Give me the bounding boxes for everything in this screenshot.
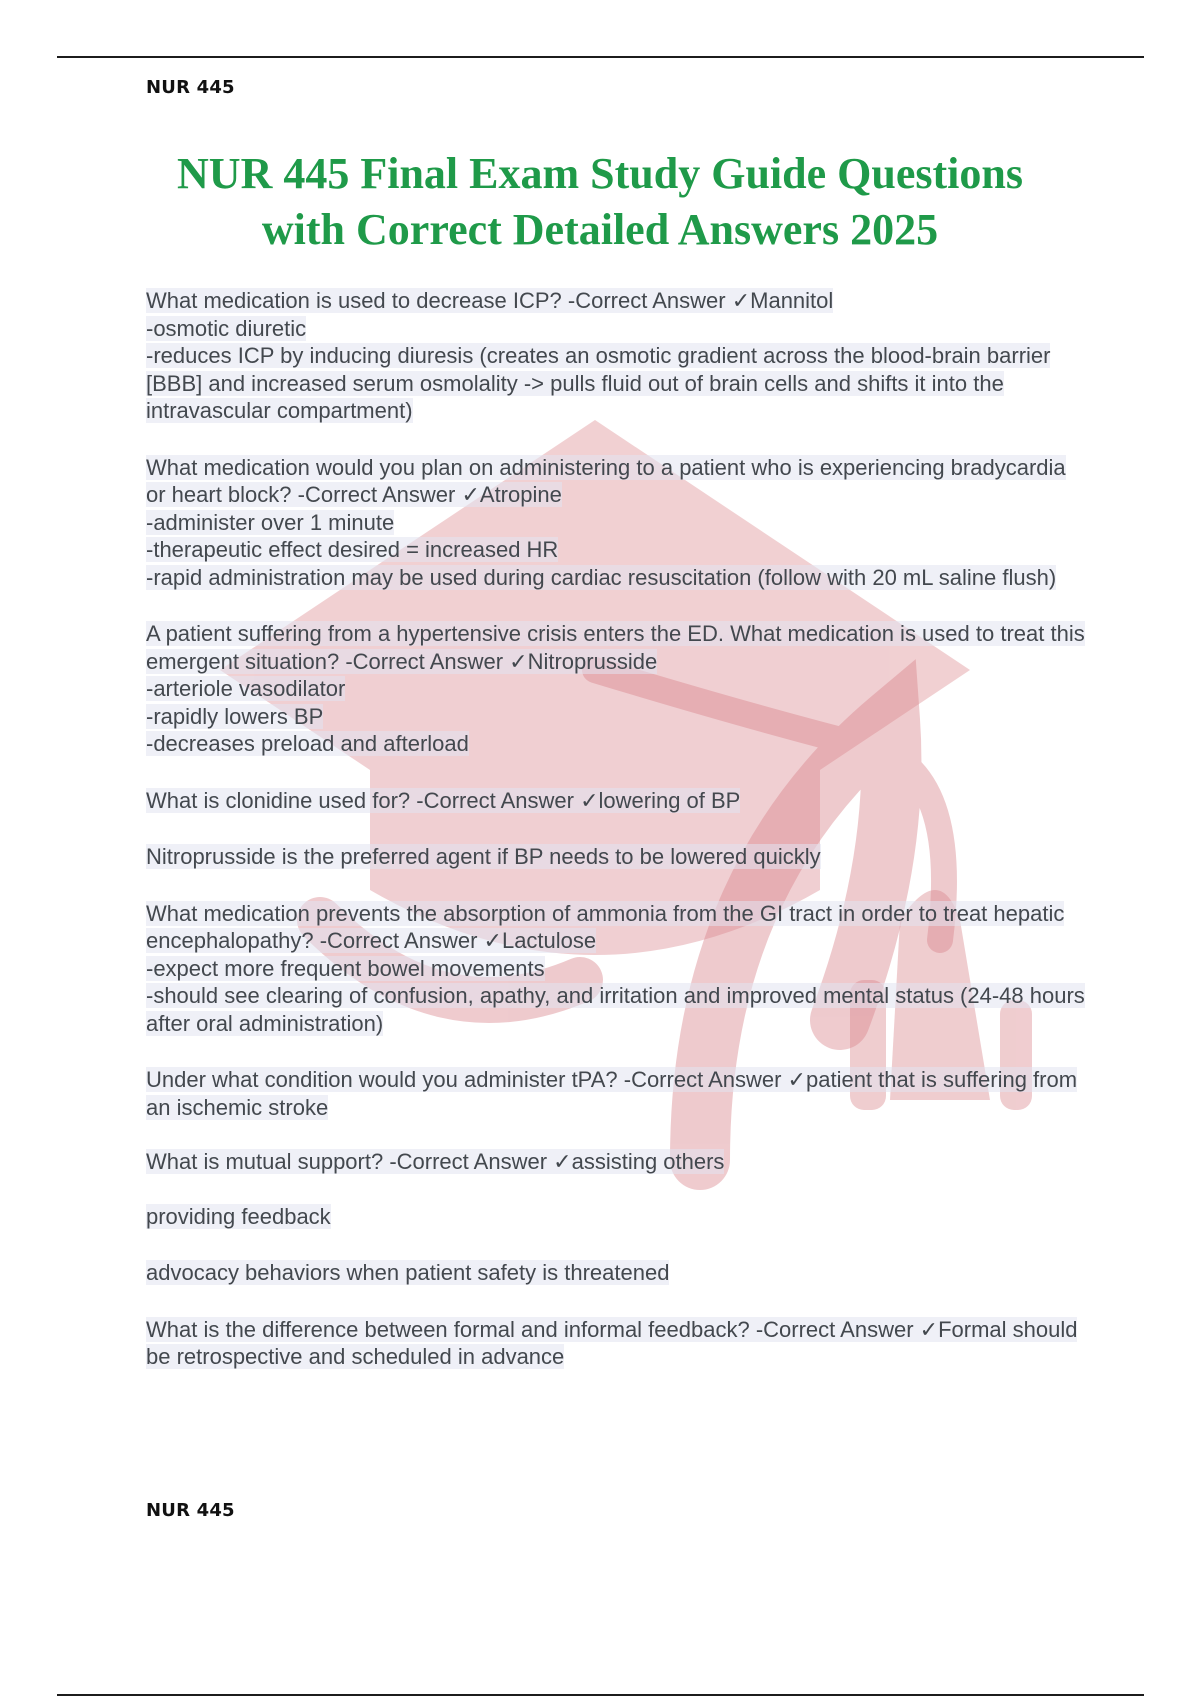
- question-text: [146, 1066, 1086, 1121]
- answer-detail-text: -expect more frequent bowel movements: [146, 955, 545, 981]
- question-text: [146, 1203, 1086, 1231]
- title-line-2: with Correct Detailed Answers 2025: [261, 205, 939, 254]
- answer-detail: [146, 564, 1086, 592]
- question-text-highlight: What is the difference between formal and informal feedback? -Correct Answer ✓Formal should be retrospective and scheduled in advance: [146, 1316, 1078, 1369]
- answer-detail: [146, 730, 1086, 758]
- question-text: [146, 1148, 1086, 1176]
- document-title: [100, 146, 1100, 258]
- answer-detail: [146, 315, 1086, 343]
- top-rule: [57, 56, 1144, 58]
- answer-detail-text: -decreases preload and afterload: [146, 731, 469, 756]
- qa-content: [146, 287, 1086, 1400]
- question-text: [146, 843, 1086, 871]
- answer-detail-text: -should see clearing of confusion, apathy, and irritation and improved mental status (24-48 hours after oral administration): [146, 983, 1085, 1036]
- answer-detail: [146, 703, 1086, 731]
- question-text: [146, 1316, 1086, 1371]
- qa-item-5: [146, 843, 1086, 871]
- question-text-highlight: Nitroprusside is the preferred agent if BP needs to be lowered quickly: [146, 844, 821, 869]
- qa-item-1: [146, 287, 1086, 425]
- question-text-highlight: What medication prevents the absorption of ammonia from the GI tract in order to treat hepatic encephalopathy? -Correct Answer ✓Lactulose: [146, 900, 1065, 953]
- question-text-highlight: advocacy behaviors when patient safety is threatened: [146, 1260, 670, 1285]
- question-text-highlight: Under what condition would you administer tPA? -Correct Answer ✓patient that is suffering from an ischemic stroke: [146, 1067, 1078, 1120]
- question-text-highlight: A patient suffering from a hypertensive crisis enters the ED. What medication is used to treat this emergent situation? -Correct Answer ✓Nitroprusside: [146, 621, 1085, 674]
- qa-item-3: [146, 620, 1086, 758]
- answer-detail-text: -therapeutic effect desired = increased HR: [146, 537, 559, 562]
- answer-detail: [146, 675, 1086, 703]
- answer-detail-text: -reduces ICP by inducing diuresis (creates an osmotic gradient across the blood-brain barrier [BBB] and increased serum osmolality -> pulls fluid out of brain cells and shifts it into the intravascular compartment): [146, 343, 1051, 423]
- question-text: [146, 900, 1086, 955]
- answer-detail-text: -administer over 1 minute: [146, 509, 395, 535]
- answer-detail: [146, 955, 1086, 983]
- header-running-title: NUR 445: [146, 77, 235, 98]
- qa-item-7: [146, 1066, 1086, 1121]
- qa-item-2: [146, 454, 1086, 592]
- bottom-rule: [57, 1694, 1144, 1696]
- question-text-highlight: What medication is used to decrease ICP? -Correct Answer ✓Mannitol: [146, 288, 834, 313]
- answer-detail-text: -osmotic diuretic: [146, 315, 307, 341]
- question-text-highlight: What is clonidine used for? -Correct Answer ✓lowering of BP: [146, 787, 741, 813]
- footer-running-title: NUR 445: [146, 1500, 235, 1521]
- title-line-1: NUR 445 Final Exam Study Guide Questions: [177, 149, 1023, 198]
- answer-detail-text: -rapid administration may be used during cardiac resuscitation (follow with 20 mL saline flush): [146, 564, 1057, 590]
- question-text-highlight: What medication would you plan on administering to a patient who is experiencing bradycardia or heart block? -Correct Answer ✓Atropine: [146, 454, 1066, 507]
- qa-item-4: [146, 787, 1086, 815]
- answer-detail-text: -arteriole vasodilator: [146, 676, 346, 701]
- qa-item-8: [146, 1148, 1086, 1176]
- answer-detail: [146, 536, 1086, 564]
- question-text-highlight: What is mutual support? -Correct Answer ✓assisting others: [146, 1149, 725, 1174]
- question-text: [146, 454, 1086, 509]
- answer-detail: [146, 982, 1086, 1037]
- question-text: [146, 787, 1086, 815]
- answer-detail: [146, 342, 1086, 425]
- qa-item-9: [146, 1203, 1086, 1231]
- qa-item-11: [146, 1316, 1086, 1371]
- question-text: [146, 287, 1086, 315]
- question-text: [146, 1259, 1086, 1287]
- answer-detail: [146, 509, 1086, 537]
- question-text: [146, 620, 1086, 675]
- question-text-highlight: providing feedback: [146, 1203, 331, 1229]
- qa-item-6: [146, 900, 1086, 1038]
- answer-detail-text: -rapidly lowers BP: [146, 703, 324, 729]
- qa-item-10: [146, 1259, 1086, 1287]
